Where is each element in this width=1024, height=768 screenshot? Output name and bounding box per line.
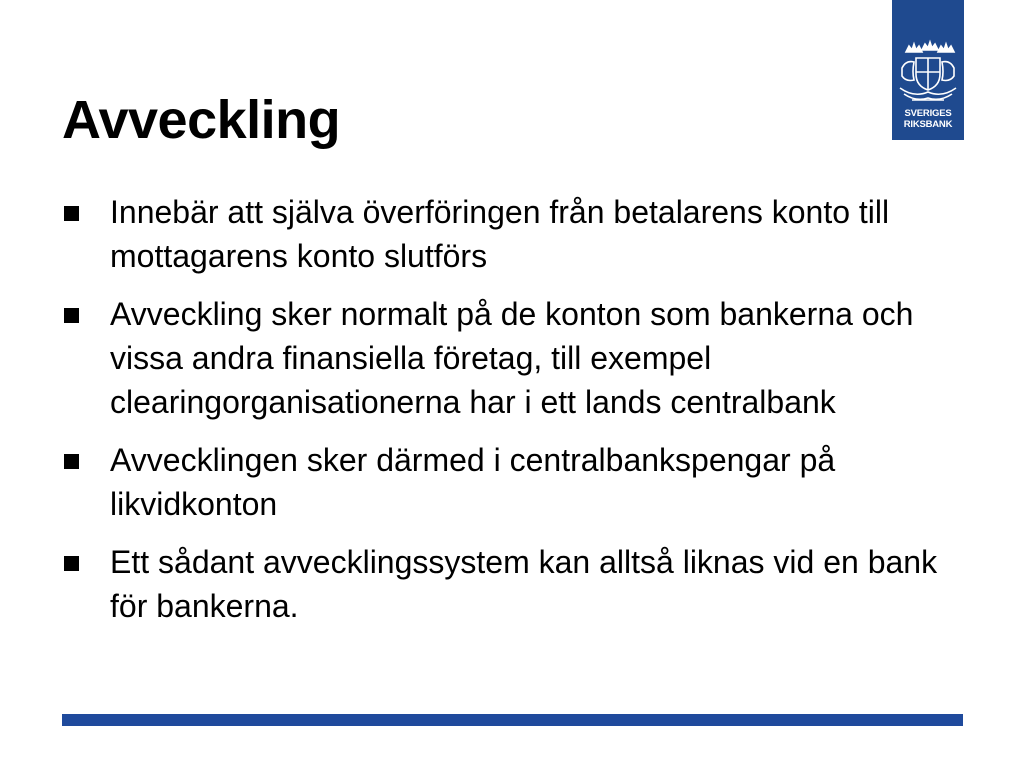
slide-title: Avveckling [62,90,341,150]
bullet-item [62,292,972,424]
square-bullet-icon [64,556,79,571]
logo-text-riksbank: RIKSBANK [903,119,953,130]
bullet-item [62,190,972,278]
square-bullet-icon [64,308,79,323]
bottom-divider [62,714,963,726]
bullet-list [62,190,972,642]
riksbank-logo [892,0,964,140]
bullet-text: Ett sådant avvecklingssystem kan alltså liknas vid en bank för bankerna. [110,544,938,624]
logo-text-sveriges: SVERIGES [904,108,952,119]
bullet-text: Avveckling sker normalt på de konton som bankerna och vissa andra finansiella företag, till exempel clearingorganisationerna har i ett lands centralbank [110,296,914,420]
bullet-item [62,540,972,628]
square-bullet-icon [64,206,79,221]
square-bullet-icon [64,454,79,469]
bullet-item [62,438,972,526]
crowns-emblem-icon [892,38,964,106]
bullet-text: Avvecklingen sker därmed i centralbankspengar på likvidkonton [110,442,836,522]
bullet-text: Innebär att själva överföringen från betalarens konto till mottagarens konto slutförs [110,194,890,274]
